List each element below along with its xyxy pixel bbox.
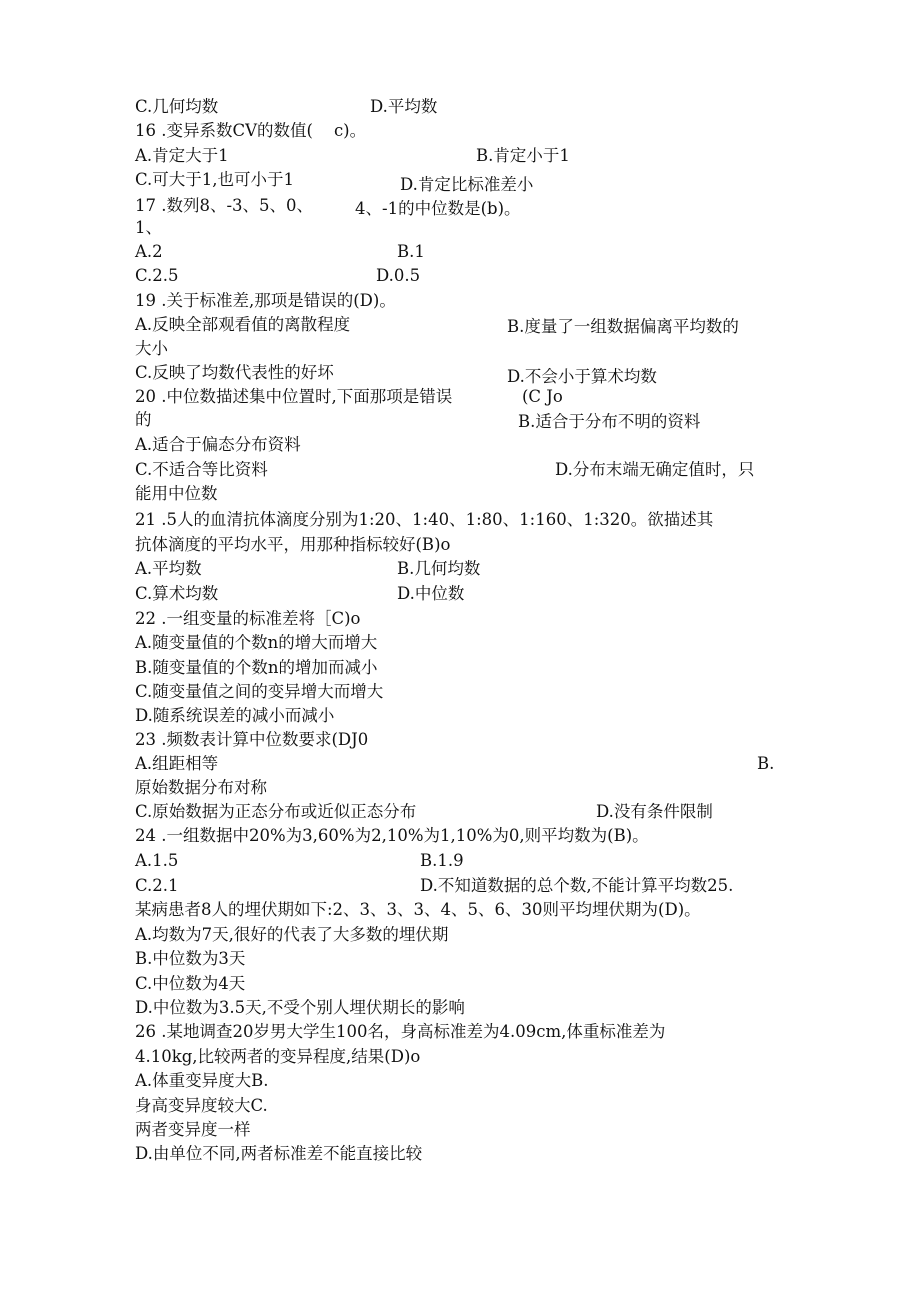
- question-22: 22 .一组变量的标准差将［C)o: [135, 609, 361, 628]
- text-line: D.中位数: [397, 584, 465, 603]
- text-line: C.中位数为4天: [135, 974, 246, 993]
- text-line: A.1.5: [135, 851, 179, 870]
- text-line: C.反映了均数代表性的好坏: [135, 363, 334, 382]
- text-line: A.体重变异度大B.: [135, 1071, 269, 1090]
- question-23: 23 .频数表计算中位数要求(DJ0: [135, 730, 369, 749]
- text-line: D.不会小于算术均数: [507, 367, 657, 386]
- text-line: A.2: [135, 242, 163, 261]
- text-line: 两者变异度一样: [135, 1120, 251, 1139]
- question-24: 24 .一组数据中20%为3,60%为2,10%为1,10%为0,则平均数为(B)。: [135, 826, 649, 845]
- text-line: D.没有条件限制: [596, 802, 713, 821]
- text-line: A.肯定大于1: [135, 146, 229, 165]
- text-line: A.组距相等: [135, 754, 219, 773]
- text-line: 抗体滴度的平均水平，用那种指标较好(B)o: [135, 535, 451, 554]
- text-line: A.随变量值的个数n的增大而增大: [135, 633, 378, 652]
- text-line: D.由单位不同,两者标准差不能直接比较: [135, 1144, 423, 1163]
- text-line: A.均数为7天,很好的代表了大多数的埋伏期: [135, 925, 449, 944]
- question-20: 20 .中位数描述集中位置时,下面那项是错误: [135, 387, 453, 406]
- question-25: 某病患者8人的埋伏期如下:2、3、3、3、4、5、6、30则平均埋伏期为(D)。: [135, 900, 701, 919]
- text-line: 能用中位数: [135, 484, 218, 503]
- text-line: 4、-1的中位数是(b)。: [355, 199, 521, 218]
- text-line: 的: [135, 410, 152, 429]
- text-line: D.分布末端无确定值时，只: [555, 460, 755, 479]
- text-line: B.1.9: [420, 851, 464, 870]
- text-line: 身高变异度较大C.: [135, 1096, 268, 1115]
- text-line: C.几何均数: [135, 97, 219, 116]
- text-line: 大小: [135, 339, 168, 358]
- text-line: C.算术均数: [135, 584, 219, 603]
- text-line: D.随系统误差的减小而减小: [135, 706, 335, 725]
- question-19: 19 .关于标准差,那项是错误的(D)。: [135, 291, 396, 310]
- text-line: D.不知道数据的总个数,不能计算平均数25.: [420, 876, 734, 895]
- text-line: B.度量了一组数据偏离平均数的: [507, 317, 739, 336]
- text-line: 1、: [135, 218, 162, 237]
- text-line: C.随变量值之间的变异增大而增大: [135, 682, 384, 701]
- text-line: C.原始数据为正态分布或近似正态分布: [135, 802, 417, 821]
- text-line: B.肯定小于1: [476, 146, 570, 165]
- text-line: D.平均数: [370, 97, 438, 116]
- text-line: D.0.5: [376, 266, 421, 285]
- text-line: A.平均数: [135, 559, 202, 578]
- text-line: D.中位数为3.5天,不受个别人埋伏期长的影响: [135, 998, 465, 1017]
- question-17: 17 .数列8、-3、5、0、: [135, 196, 314, 215]
- question-26: 26 .某地调查20岁男大学生100名，身高标准差为4.09cm,体重标准差为: [135, 1022, 666, 1041]
- text-line: A.适合于偏态分布资料: [135, 435, 301, 454]
- text-line: A.反映全部观看值的离散程度: [135, 315, 351, 334]
- text-line: B.中位数为3天: [135, 949, 246, 968]
- text-line: B.几何均数: [397, 559, 481, 578]
- text-line: 4.10kg,比较两者的变异程度,结果(D)o: [135, 1047, 421, 1066]
- text-line: B.: [757, 754, 775, 773]
- question-16: 16 .变异系数CV的数值( c)。: [135, 121, 367, 140]
- text-line: (C Jo: [522, 387, 563, 406]
- question-21: 21 .5人的血清抗体滴度分别为1:20、1:40、1:80、1:160、1:320。欲描述其: [135, 510, 714, 529]
- text-line: C.2.5: [135, 266, 179, 285]
- text-line: B.1: [397, 242, 425, 261]
- text-line: 原始数据分布对称: [135, 778, 267, 797]
- text-line: B.适合于分布不明的资料: [518, 412, 701, 431]
- text-line: D.肯定比标准差小: [400, 175, 534, 194]
- text-line: B.随变量值的个数n的增加而减小: [135, 658, 378, 677]
- text-line: C.不适合等比资料: [135, 460, 268, 479]
- text-line: C.2.1: [135, 876, 179, 895]
- text-line: C.可大于1,也可小于1: [135, 170, 295, 189]
